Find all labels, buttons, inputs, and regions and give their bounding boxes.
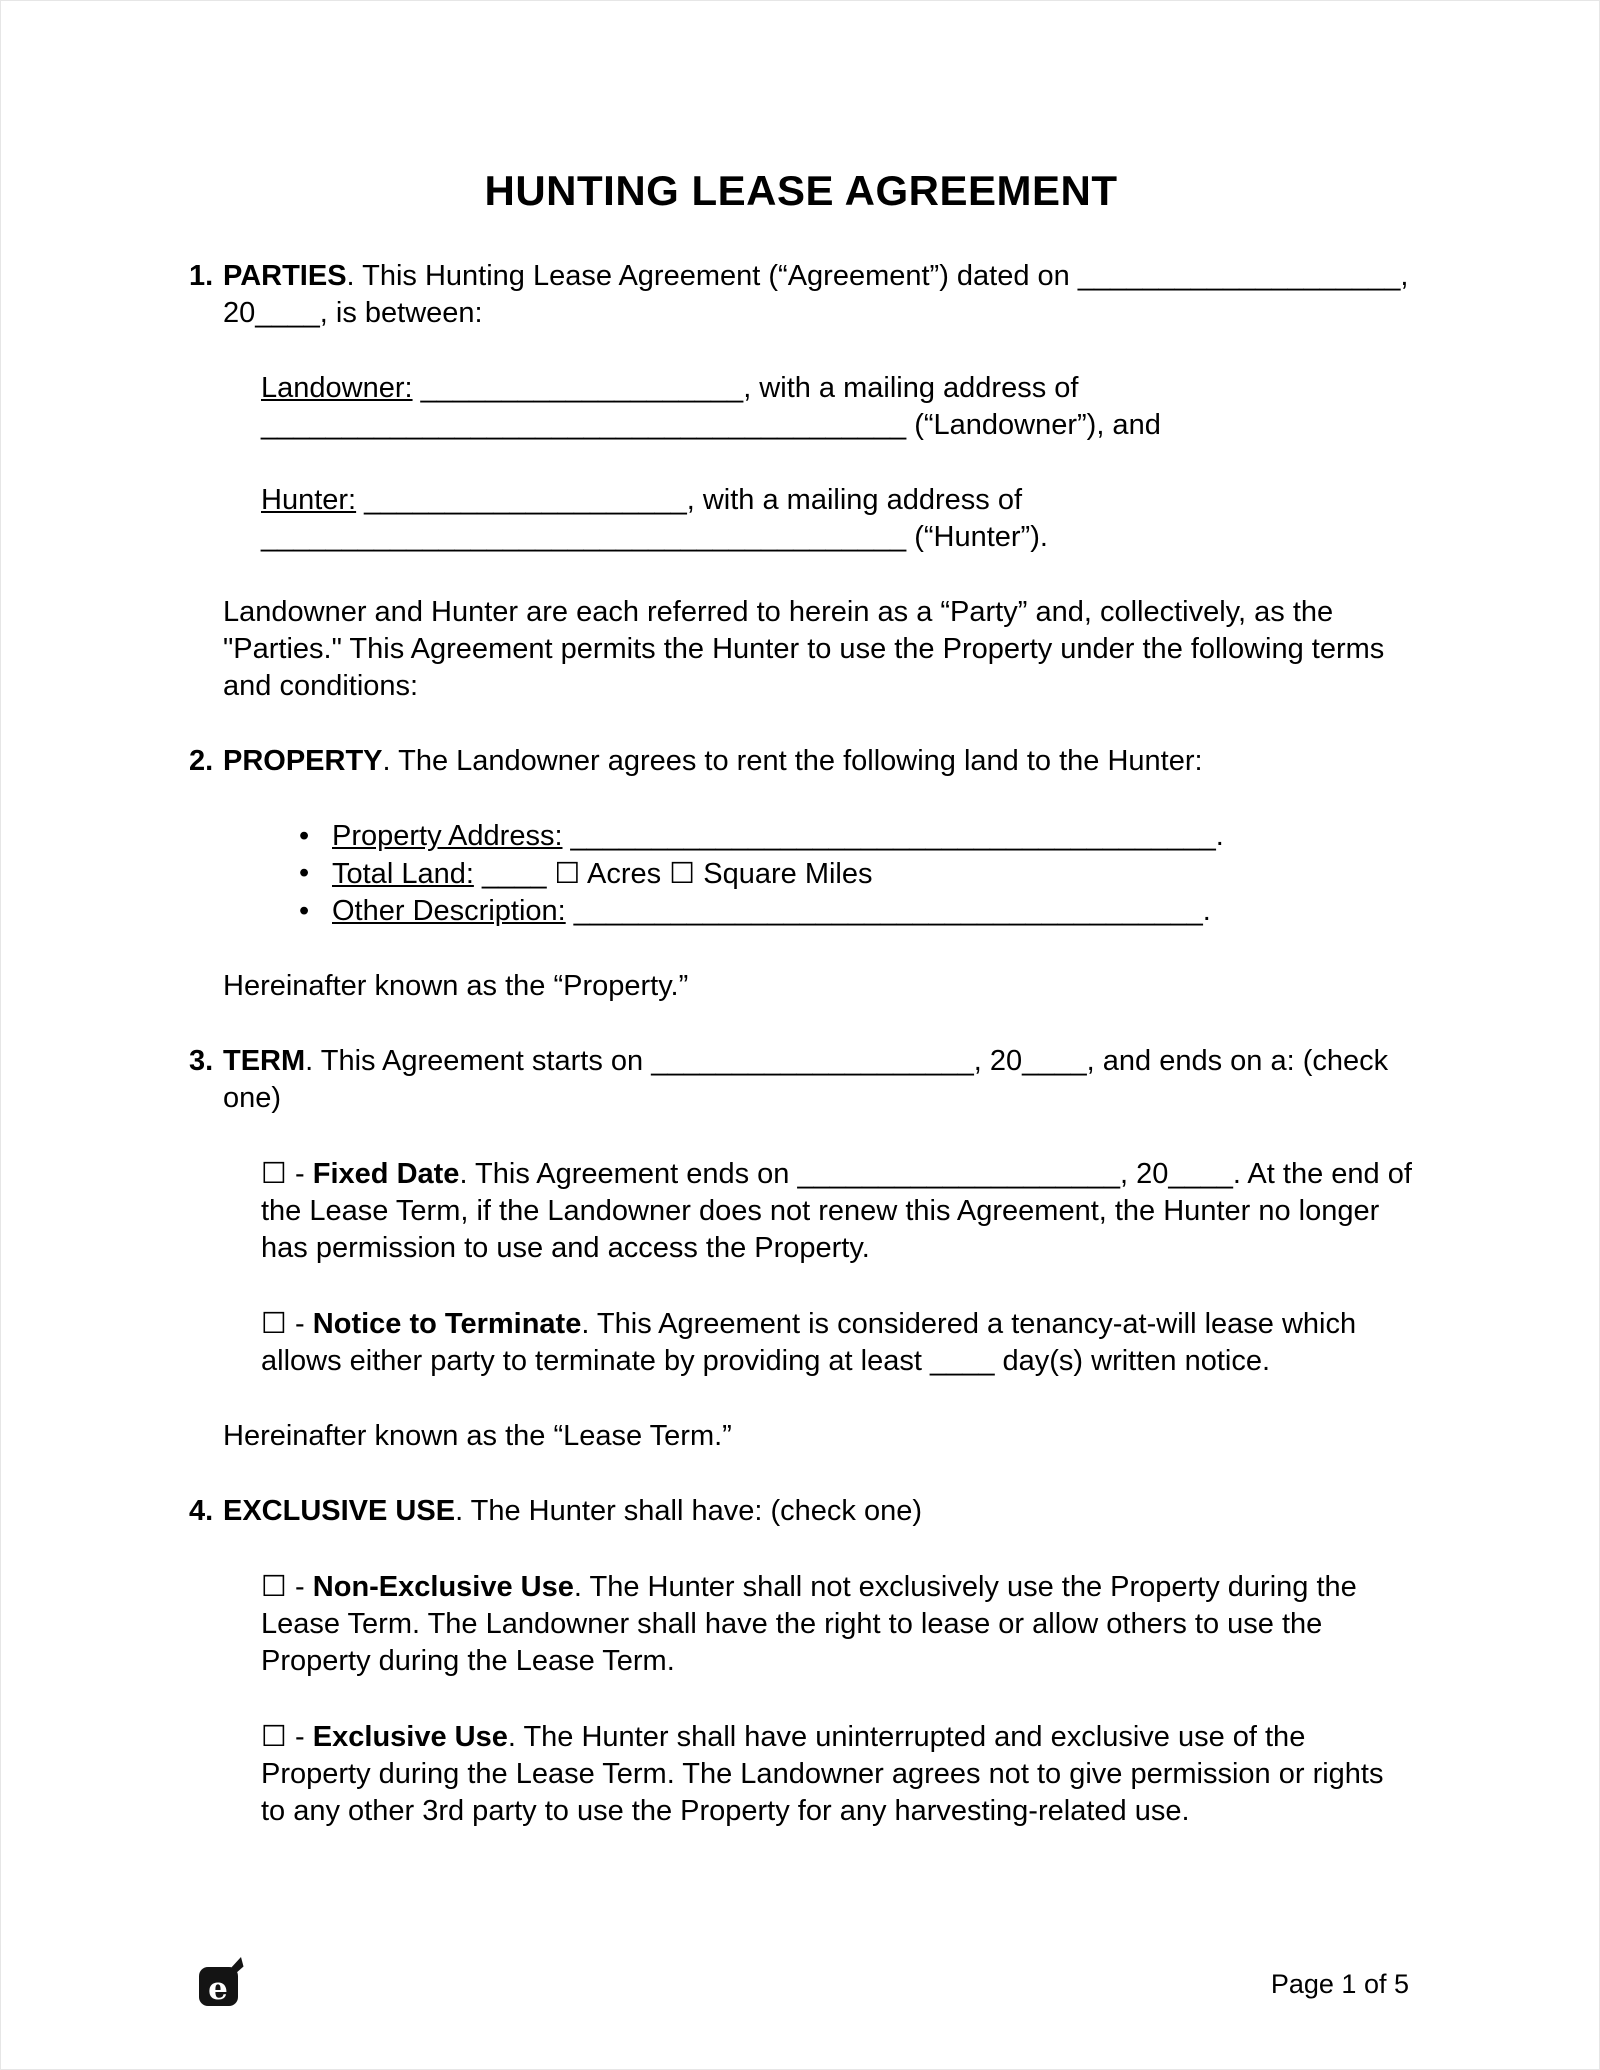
total-land-blank: ____ — [473, 858, 555, 890]
parties-closing-paragraph: Landowner and Hunter are each referred to herein as a “Party” and, collectively, as the "Parties." This Agreement permits the Hunter to use the Property under the following terms and conditions: — [223, 596, 1385, 702]
total-land-label: Total Land: — [332, 858, 474, 890]
exclusive-use-intro-paragraph — [223, 1493, 1413, 1530]
bullet-icon: • — [299, 895, 310, 927]
property-address-blank: ________________________________________. — [562, 820, 1224, 852]
term-closing-paragraph: Hereinafter known as the “Lease Term.” — [223, 1420, 732, 1452]
bullet-icon: • — [299, 857, 310, 889]
term-intro-text: . This Agreement starts on ____________________, 20____, and ends on a: (check one) — [223, 1045, 1389, 1114]
property-intro-paragraph — [223, 743, 1413, 780]
bullet-other-description-text — [332, 893, 1211, 930]
term-fixed-date-paragraph — [261, 1155, 1413, 1267]
parties-intro-text: . This Hunting Lease Agreement (“Agreement”) dated on ____________________, 20____, is between: — [223, 260, 1409, 329]
page-number: Page 1 of 5 — [1270, 1969, 1409, 1999]
property-heading: PROPERTY — [223, 745, 383, 777]
section-term-number: 3. — [189, 1045, 214, 1077]
section-parties — [189, 258, 1413, 743]
notice-separator: - — [287, 1308, 313, 1340]
svg-text:e: e — [208, 1971, 228, 2007]
bullet-icon: • — [299, 820, 310, 852]
exclusive-use-heading: EXCLUSIVE USE — [223, 1495, 456, 1527]
section-property-number: 2. — [189, 745, 214, 777]
fixed-date-text: . This Agreement ends on ____________________, 20____. At the end of the Lease Term, if the Landowner does not renew this Agreement, the Hunter no longer has permission to use and access the Property. — [261, 1158, 1412, 1264]
exclusive-use-intro-text: . The Hunter shall have: (check one) — [455, 1495, 922, 1527]
section-exclusive-use — [189, 1493, 1413, 1868]
parties-intro-paragraph — [223, 258, 1413, 332]
document-content — [189, 166, 1413, 1868]
bullet-other-description — [299, 893, 1413, 930]
term-notice-paragraph — [261, 1305, 1413, 1380]
fixed-date-checkbox[interactable]: ☐ — [261, 1156, 287, 1190]
bullet-total-land-text — [332, 855, 873, 893]
exclusive-use-checkbox[interactable]: ☐ — [261, 1719, 287, 1753]
exclusive-use-paragraph — [261, 1718, 1413, 1830]
property-bullet-list — [223, 818, 1413, 930]
eforms-logo — [197, 1956, 245, 2013]
bullet-total-land — [299, 855, 1413, 893]
square-miles-label: Square Miles — [695, 858, 873, 890]
landowner-label: Landowner: — [261, 372, 413, 404]
term-intro-paragraph — [223, 1043, 1413, 1117]
bullet-property-address-text — [332, 818, 1224, 855]
non-exclusive-use-checkbox[interactable]: ☐ — [261, 1569, 287, 1603]
section-property — [189, 743, 1413, 1043]
square-miles-checkbox[interactable]: ☐ — [669, 856, 696, 890]
parties-heading: PARTIES — [223, 260, 347, 292]
exclusive-use-label: Exclusive Use — [312, 1721, 508, 1753]
property-address-label: Property Address: — [332, 820, 563, 852]
acres-checkbox[interactable]: ☐ — [554, 856, 581, 890]
property-closing-paragraph: Hereinafter known as the “Property.” — [223, 970, 689, 1002]
landowner-paragraph — [261, 370, 1413, 444]
term-heading: TERM — [223, 1045, 306, 1077]
other-description-blank: _______________________________________. — [565, 895, 1211, 927]
non-exclusive-use-text: . The Hunter shall not exclusively use the Property during the Lease Term. The Landowner shall have the right to lease or allow others to use the Property during the Lease Term. — [261, 1571, 1357, 1677]
eforms-logo-icon — [197, 1956, 245, 2008]
non-exclusive-use-label: Non-Exclusive Use — [312, 1571, 574, 1603]
document-title: HUNTING LEASE AGREEMENT — [484, 167, 1118, 214]
notice-to-terminate-label: Notice to Terminate — [312, 1308, 582, 1340]
other-description-label: Other Description: — [332, 895, 566, 927]
bullet-property-address — [299, 818, 1413, 855]
section-parties-number: 1. — [189, 260, 214, 292]
notice-text: . This Agreement is considered a tenancy-at-will lease which allows either party to terminate by providing at least ____ day(s) written notice. — [261, 1308, 1357, 1377]
exclusive-separator: - — [287, 1721, 313, 1753]
exclusive-use-text: . The Hunter shall have uninterrupted and exclusive use of the Property during the Lease Term. The Landowner agrees not to give permission or rights to any other 3rd party to use the Property for any harvesting-related use. — [261, 1721, 1384, 1827]
fixed-date-label: Fixed Date — [312, 1158, 460, 1190]
section-exclusive-use-number: 4. — [189, 1495, 214, 1527]
acres-label: Acres — [580, 858, 670, 890]
hunter-paragraph — [261, 482, 1413, 556]
non-exclusive-use-paragraph — [261, 1568, 1413, 1680]
section-term — [189, 1043, 1413, 1493]
fixed-date-separator: - — [287, 1158, 313, 1190]
hunter-blank-text: ____________________, with a mailing address of ________________________________________ (“Hunter”). — [261, 484, 1048, 553]
notice-to-terminate-checkbox[interactable]: ☐ — [261, 1306, 287, 1340]
non-exclusive-separator: - — [287, 1571, 313, 1603]
property-intro-text: . The Landowner agrees to rent the following land to the Hunter: — [382, 745, 1203, 777]
landowner-blank-text: ____________________, with a mailing address of ________________________________________ (“Landowner”), and — [261, 372, 1161, 441]
hunter-label: Hunter: — [261, 484, 357, 516]
